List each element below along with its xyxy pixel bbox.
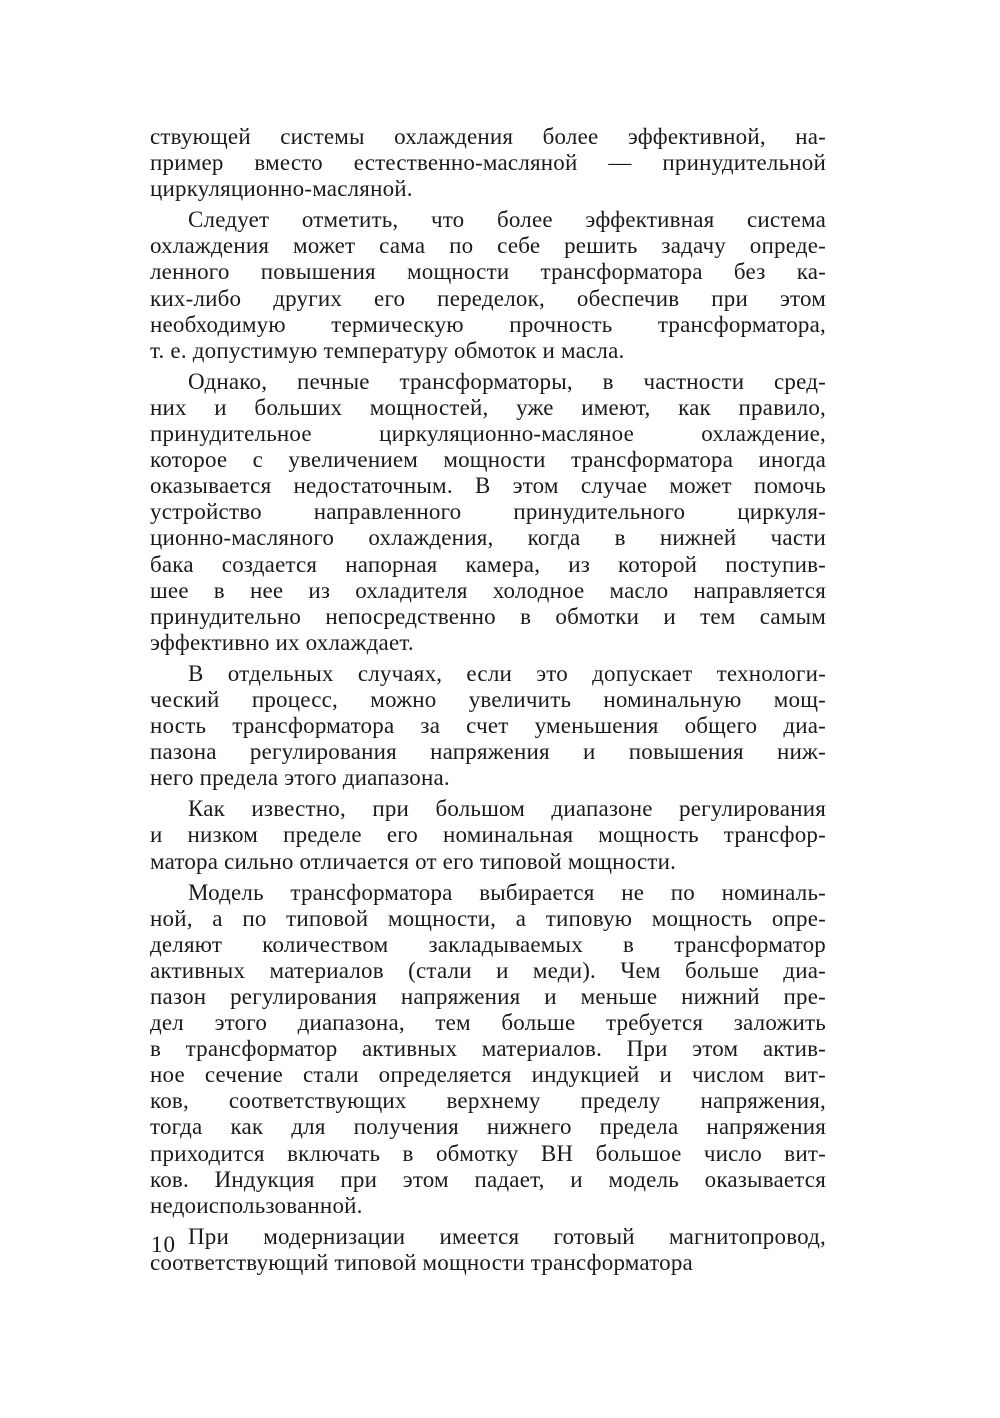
- text-line: В отдельных случаях, если это допускает технологи-: [188, 660, 826, 686]
- text-line: ких-либо других его переделок, обеспечив при этом: [150, 285, 826, 311]
- text-line: При модернизации имеется готовый магнитопровод,: [188, 1223, 826, 1249]
- text-line: приходится включать в обмотку ВН большое число вит-: [150, 1140, 826, 1166]
- body-text: [150, 124, 826, 1276]
- text-line: них и больших мощностей, уже имеют, как правило,: [150, 394, 826, 420]
- paragraph: [150, 124, 826, 202]
- paragraph: [150, 1224, 826, 1276]
- text-line: ков. Индукция при этом падает, и модель оказывается: [150, 1166, 826, 1192]
- text-line: соответствующий типовой мощности трансформатора: [150, 1249, 693, 1275]
- text-line: ленного повышения мощности трансформатора без ка-: [150, 259, 826, 285]
- paragraph: [150, 880, 826, 1219]
- text-line: которое с увеличением мощности трансформатора иногда: [150, 447, 826, 473]
- text-line: ное сечение стали определяется индукцией и числом вит-: [150, 1062, 826, 1088]
- text-line: ционно-масляного охлаждения, когда в нижней части: [150, 525, 826, 551]
- text-line: т. е. допустимую температуру обмоток и масла.: [150, 337, 625, 363]
- text-line: охлаждения может сама по себе решить задачу опреде-: [150, 233, 826, 259]
- text-line: Однако, печные трансформаторы, в частности сред-: [188, 368, 826, 394]
- text-line: устройство направленного принудительного циркуля-: [150, 499, 826, 525]
- text-line: ствующей системы охлаждения более эффективной, на-: [150, 124, 826, 149]
- text-line: активных материалов (стали и меди). Чем больше диа-: [150, 957, 826, 983]
- text-line: эффективно их охлаждает.: [150, 629, 414, 655]
- text-line: пазон регулирования напряжения и меньше нижний пре-: [150, 984, 826, 1009]
- paragraph: [150, 661, 826, 791]
- text-line: матора сильно отличается от его типовой мощности.: [150, 848, 677, 874]
- text-line: ность трансформатора за счет уменьшения общего диа-: [150, 713, 826, 739]
- text-line: ной, а по типовой мощности, а типовую мощность опре-: [150, 905, 826, 931]
- text-line: деляют количеством закладываемых в трансформатор: [150, 931, 826, 957]
- text-line: и низком пределе его номинальная мощность трансфор-: [150, 822, 826, 848]
- text-line: в трансформатор активных материалов. При этом актив-: [150, 1036, 826, 1062]
- text-line: принудительно непосредственно в обмотки и тем самым: [150, 603, 826, 629]
- text-line: Как известно, при большом диапазоне регулирования: [188, 796, 826, 822]
- paragraph: [150, 369, 826, 656]
- text-line: тогда как для получения нижнего предела напряжения: [150, 1114, 826, 1140]
- text-line: дел этого диапазона, тем больше требуется заложить: [150, 1010, 826, 1036]
- text-line: недоиспользованной.: [150, 1192, 363, 1218]
- text-line: него предела этого диапазона.: [150, 765, 450, 791]
- paragraph: [150, 796, 826, 874]
- text-line: Следует отметить, что более эффективная система: [188, 207, 826, 233]
- text-line: ков, соответствующих верхнему пределу напряжения,: [150, 1088, 826, 1114]
- text-line: пазона регулирования напряжения и повышения ниж-: [150, 739, 826, 765]
- paragraph: [150, 207, 826, 364]
- text-line: необходимую термическую прочность трансформатора,: [150, 311, 826, 337]
- text-line: Модель трансформатора выбирается не по номиналь-: [188, 879, 826, 905]
- text-line: бака создается напорная камера, из которой поступив-: [150, 551, 826, 577]
- text-line: пример вместо естественно-масляной — принудительной: [150, 150, 826, 176]
- text-line: циркуляционно-масляной.: [150, 176, 413, 202]
- text-line: шее в нее из охладителя холодное масло направляется: [150, 577, 826, 603]
- text-line: ческий процесс, можно увеличить номинальную мощ-: [150, 686, 826, 712]
- text-line: оказывается недостаточным. В этом случае может помочь: [150, 473, 826, 499]
- text-line: принудительное циркуляционно-масляное охлаждение,: [150, 421, 826, 447]
- page-number: 10: [151, 1232, 176, 1257]
